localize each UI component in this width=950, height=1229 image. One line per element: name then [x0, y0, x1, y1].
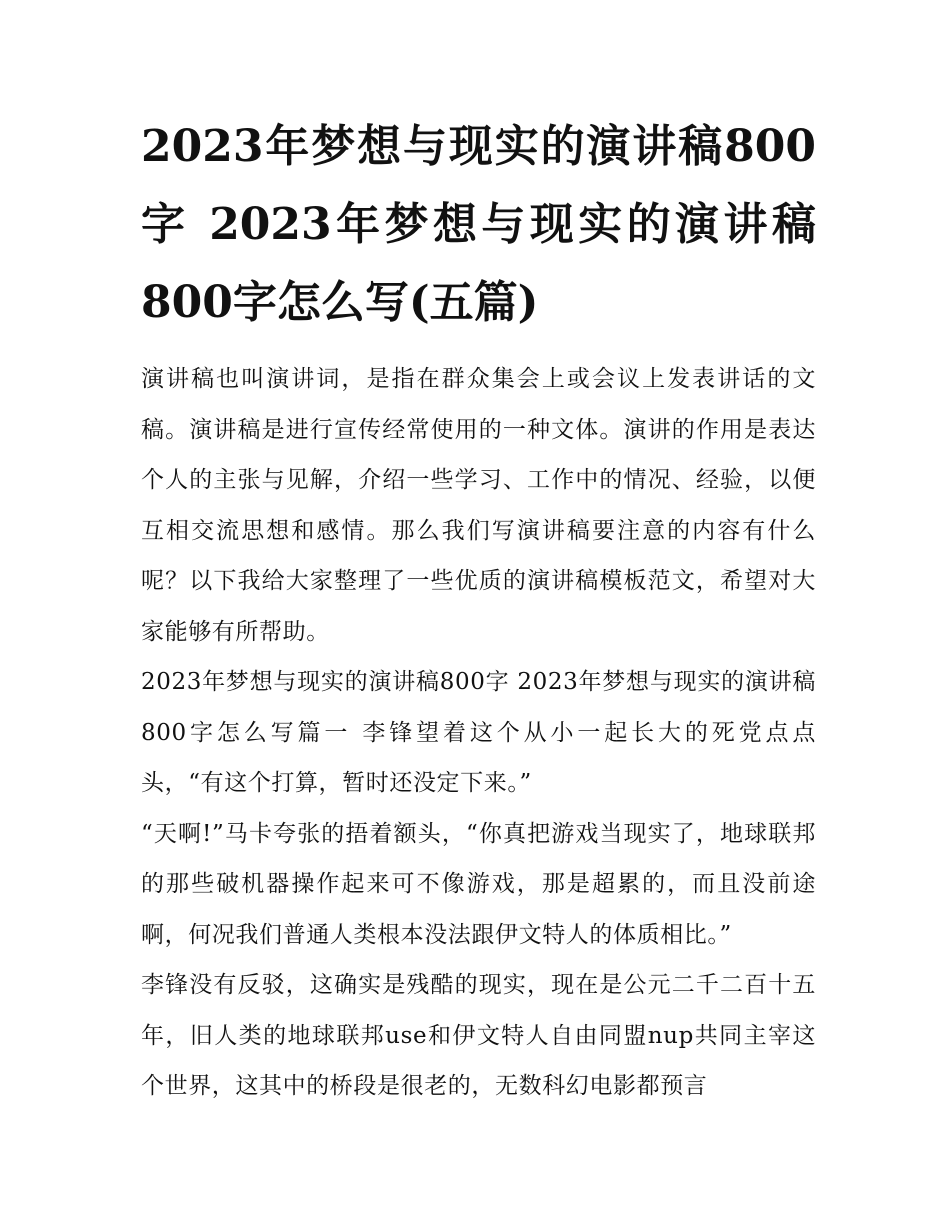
document-body: [141, 354, 816, 1112]
paragraph: “天啊!”马卡夸张的捂着额头，“你真把游戏当现实了，地球联邦的那些破机器操作起来可不像游戏，那是超累的，而且没前途啊，何况我们普通人类根本没法跟伊文特人的体质相比。”: [141, 820, 816, 948]
paragraph: 李锋没有反驳，这确实是残酷的现实，现在是公元二千二百十五年，旧人类的地球联邦use和伊文特人自由同盟nup共同主宰这个世界，这其中的桥段是很老的，无数科幻电影都预言: [141, 972, 816, 1099]
paragraph: 2023年梦想与现实的演讲稿800字 2023年梦想与现实的演讲稿800字怎么写篇一 李锋望着这个从小一起长大的死党点点头，“有这个打算，暂时还没定下来。”: [141, 669, 816, 796]
document-page: [141, 108, 816, 1112]
document-title: 2023年梦想与现实的演讲稿800字 2023年梦想与现实的演讲稿800字怎么写(五篇): [141, 121, 816, 328]
paragraph: 演讲稿也叫演讲词，是指在群众集会上或会议上发表讲话的文稿。演讲稿是进行宣传经常使用的一种文体。演讲的作用是表达个人的主张与见解，介绍一些学习、工作中的情况、经验，以便互相交流思想和感情。那么我们写演讲稿要注意的内容有什么呢？以下我给大家整理了一些优质的演讲稿模板范文，希望对大家能够有所帮助。: [141, 366, 816, 645]
